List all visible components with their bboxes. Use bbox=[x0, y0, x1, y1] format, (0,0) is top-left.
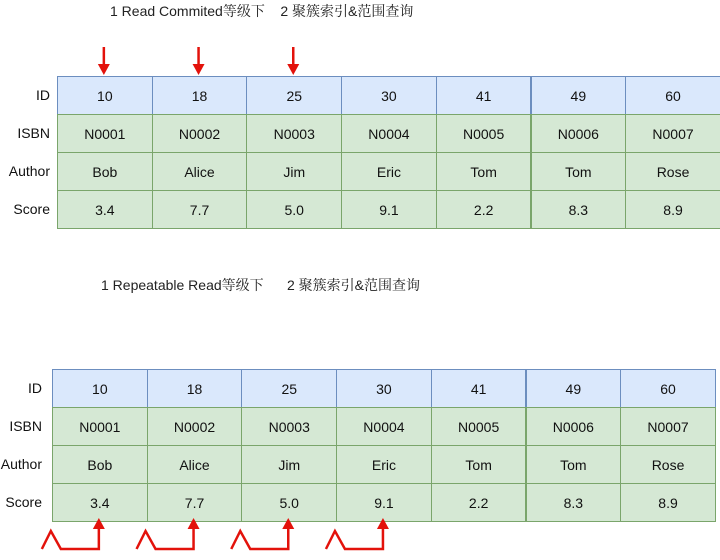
cell-id: 10 bbox=[57, 76, 153, 115]
cell-isbn: N0007 bbox=[625, 114, 720, 153]
cell-score: 2.2 bbox=[436, 190, 532, 229]
cell-isbn: N0005 bbox=[436, 114, 532, 153]
cell-isbn: N0002 bbox=[147, 407, 243, 446]
cell-id: 60 bbox=[625, 76, 720, 115]
cell-author: Alice bbox=[152, 152, 248, 191]
cell-author: Tom bbox=[436, 152, 532, 191]
cell-score: 7.7 bbox=[152, 190, 248, 229]
cell-id: 60 bbox=[620, 369, 716, 408]
row-label-isbn: ISBN bbox=[17, 125, 50, 141]
cell-author: Eric bbox=[341, 152, 437, 191]
row-label-author: Author bbox=[0, 456, 42, 472]
row-label-score: Score bbox=[13, 201, 50, 217]
cell-score: 9.1 bbox=[341, 190, 437, 229]
cell-score: 3.4 bbox=[57, 190, 153, 229]
gap-lock-arrow bbox=[231, 518, 294, 549]
cell-author: Alice bbox=[147, 445, 243, 484]
row-lock-arrow bbox=[287, 47, 299, 75]
cell-score: 8.9 bbox=[620, 483, 716, 522]
cell-score: 7.7 bbox=[147, 483, 243, 522]
row-label-id: ID bbox=[36, 87, 50, 103]
cell-author: Bob bbox=[52, 445, 148, 484]
cell-isbn: N0007 bbox=[620, 407, 716, 446]
cell-isbn: N0001 bbox=[52, 407, 148, 446]
caption-repeatable-read: 1 Repeatable Read等级下 2 聚簇索引&范围查询 bbox=[101, 277, 420, 293]
cell-score: 5.0 bbox=[241, 483, 337, 522]
cell-id: 18 bbox=[147, 369, 243, 408]
cell-id: 41 bbox=[431, 369, 527, 408]
cell-score: 9.1 bbox=[336, 483, 432, 522]
cell-isbn: N0003 bbox=[246, 114, 342, 153]
gap-lock-arrow bbox=[42, 518, 105, 549]
cell-isbn: N0005 bbox=[431, 407, 527, 446]
cell-isbn: N0003 bbox=[241, 407, 337, 446]
caption-read-committed: 1 Read Commited等级下 2 聚簇索引&范围查询 bbox=[110, 3, 414, 19]
gap-lock-arrow bbox=[326, 518, 389, 549]
cell-id: 30 bbox=[341, 76, 437, 115]
row-label-author: Author bbox=[8, 163, 50, 179]
cell-author: Jim bbox=[246, 152, 342, 191]
cell-id: 25 bbox=[241, 369, 337, 408]
cell-isbn: N0006 bbox=[531, 114, 627, 153]
cell-score: 3.4 bbox=[52, 483, 148, 522]
cell-author: Jim bbox=[241, 445, 337, 484]
cell-author: Tom bbox=[531, 152, 627, 191]
cell-score: 5.0 bbox=[246, 190, 342, 229]
cell-author: Bob bbox=[57, 152, 153, 191]
cell-author: Eric bbox=[336, 445, 432, 484]
cell-id: 49 bbox=[531, 76, 627, 115]
cell-id: 18 bbox=[152, 76, 248, 115]
cell-id: 10 bbox=[52, 369, 148, 408]
gap-lock-arrow bbox=[137, 518, 200, 549]
cell-isbn: N0001 bbox=[57, 114, 153, 153]
row-label-id: ID bbox=[28, 380, 42, 396]
row-lock-arrow bbox=[98, 47, 110, 75]
cell-id: 41 bbox=[436, 76, 532, 115]
cell-score: 8.3 bbox=[531, 190, 627, 229]
cell-isbn: N0006 bbox=[526, 407, 622, 446]
row-label-score: Score bbox=[5, 494, 42, 510]
cell-author: Tom bbox=[431, 445, 527, 484]
cell-author: Tom bbox=[526, 445, 622, 484]
row-lock-arrow bbox=[193, 47, 205, 75]
cell-id: 25 bbox=[246, 76, 342, 115]
cell-id: 49 bbox=[526, 369, 622, 408]
cell-author: Rose bbox=[620, 445, 716, 484]
cell-isbn: N0004 bbox=[336, 407, 432, 446]
cell-id: 30 bbox=[336, 369, 432, 408]
cell-score: 8.9 bbox=[625, 190, 720, 229]
cell-score: 8.3 bbox=[526, 483, 622, 522]
row-label-isbn: ISBN bbox=[9, 418, 42, 434]
cell-author: Rose bbox=[625, 152, 720, 191]
cell-isbn: N0004 bbox=[341, 114, 437, 153]
cell-isbn: N0002 bbox=[152, 114, 248, 153]
cell-score: 2.2 bbox=[431, 483, 527, 522]
